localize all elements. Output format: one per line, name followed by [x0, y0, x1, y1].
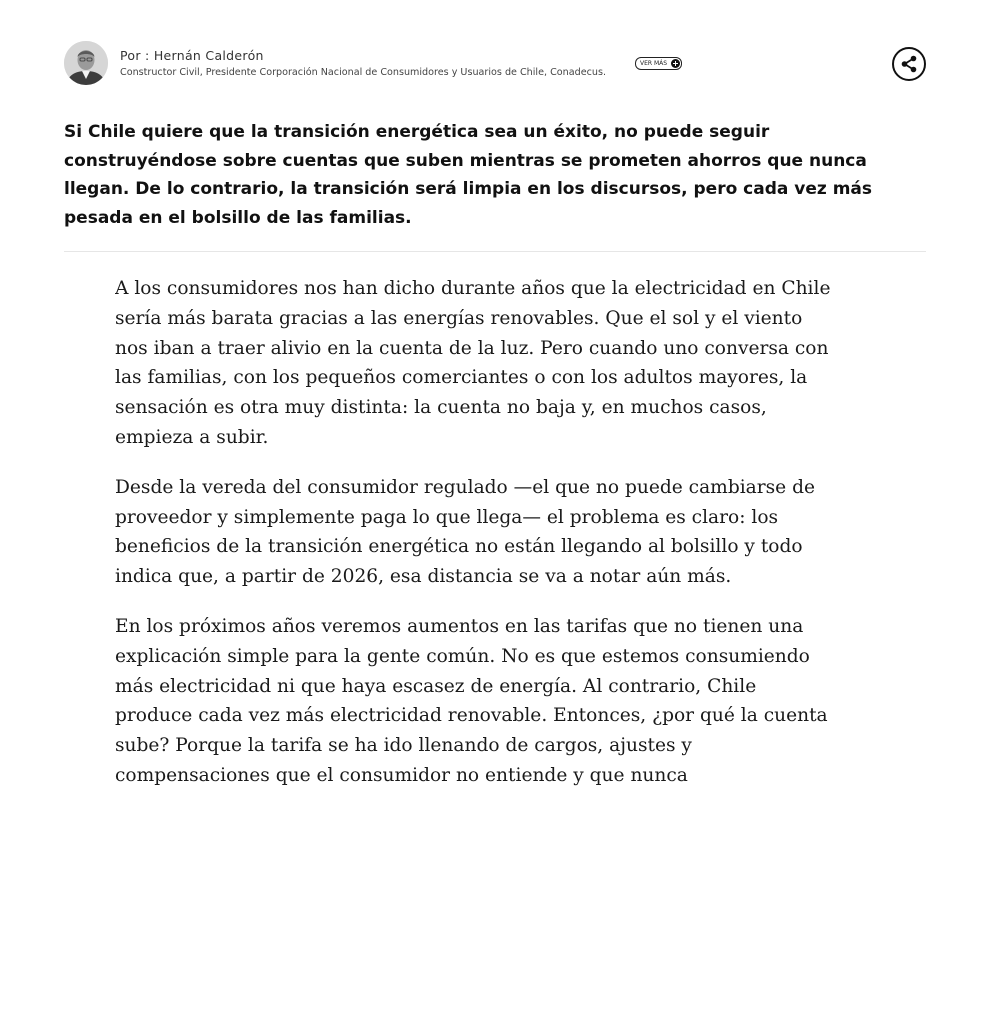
author-avatar: [64, 41, 108, 85]
ver-mas-label: VER MÁS: [640, 60, 668, 67]
author-photo-icon: [64, 41, 108, 85]
divider: [64, 251, 926, 252]
ver-mas-button[interactable]: [635, 57, 682, 70]
body-paragraph: A los consumidores nos han dicho durante años que la electricidad en Chile sería más barata gracias a las energías renovables. Que el sol y el viento nos iban a traer alivio en la cuenta de la luz. Pero cuando uno conversa con las familias, con los pequeños comerciantes o con los adultos mayores, la sensación es otra muy distinta: la cuenta no baja y, en muchos casos, empieza a subir.: [115, 278, 831, 448]
article-body: [115, 274, 835, 794]
body-paragraph: En los próximos años veremos aumentos en las tarifas que no tienen una explicación simple para la gente común. No es que estemos consumiendo más electricidad ni que haya escasez de energía. Al contrario, Chile produce cada vez más electricidad renovable. Entonces, ¿por qué la cuenta sube? Porque la tarifa se ha ido llenando de cargos, ajustes y compensaciones que el consumidor no entiende y que nunca: [115, 615, 828, 786]
author-role: Constructor Civil, Presidente Corporación Nacional de Consumidores y Usuarios de Chile, Conadecus.: [120, 67, 607, 78]
share-button[interactable]: [892, 47, 926, 81]
plus-icon: [671, 59, 680, 68]
article-lead: Si Chile quiere que la transición energética sea un éxito, no puede seguir construyéndose sobre cuentas que suben mientras se prometen ahorros que nunca llegan. De lo contrario, la transición será limpia en los discursos, pero cada vez más pesada en el bolsillo de las familias.: [64, 122, 873, 228]
author-bar: [64, 40, 926, 88]
author-byline: Por : Hernán Calderón: [120, 48, 264, 63]
share-icon: [899, 54, 919, 74]
body-paragraph: Desde la vereda del consumidor regulado —el que no puede cambiarse de proveedor y simplemente paga lo que llega— el problema es claro: los beneficios de la transición energética no están llegando al bolsillo y todo indica que, a partir de 2026, esa distancia se va a notar aún más.: [115, 476, 815, 588]
author-info: [120, 46, 680, 79]
